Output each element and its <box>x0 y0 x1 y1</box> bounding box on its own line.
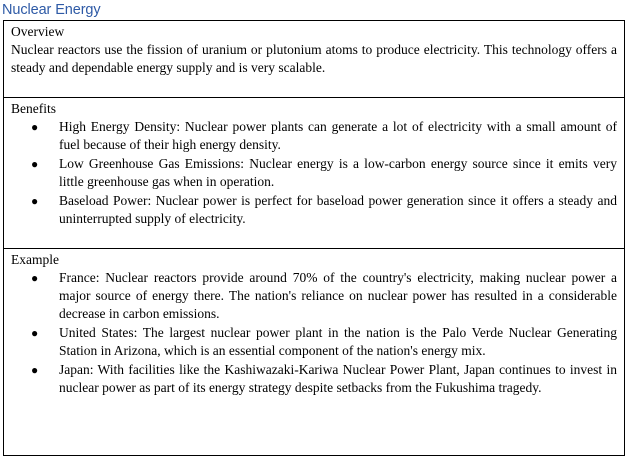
example-france: France: Nuclear reactors provide around 70% of the country's electricity, making nuclear power a major source of energy there. The nation's reliance on nuclear power has resulted in a considerable decrease in carbon emissions. <box>59 270 617 321</box>
bullet-icon: ● <box>31 120 39 134</box>
overview-heading: Overview <box>11 24 65 39</box>
document-title: Nuclear Energy <box>2 2 101 18</box>
content-table <box>3 20 625 456</box>
bullet-icon: ● <box>31 363 39 377</box>
list-item <box>11 324 617 360</box>
list-item <box>11 192 617 228</box>
benefit-high-energy-density: High Energy Density: Nuclear power plants can generate a lot of electricity with a small amount of fuel because of their high energy density. <box>59 119 617 152</box>
bullet-icon: ● <box>31 271 39 285</box>
list-item <box>11 361 617 397</box>
bullet-icon: ● <box>31 157 39 171</box>
benefits-heading: Benefits <box>11 101 56 116</box>
example-japan: Japan: With facilities like the Kashiwazaki-Kariwa Nuclear Power Plant, Japan continues to invest in nuclear power as part of its energy strategy despite setbacks from the Fukushima tragedy. <box>59 362 617 395</box>
example-heading: Example <box>11 252 59 267</box>
list-item <box>11 155 617 191</box>
list-item <box>11 118 617 154</box>
benefits-section <box>4 97 624 248</box>
example-list <box>11 269 617 397</box>
example-section <box>4 248 624 455</box>
benefit-low-emissions: Low Greenhouse Gas Emissions: Nuclear energy is a low-carbon energy source since it emits very little greenhouse gas when in operation. <box>59 156 617 189</box>
bullet-icon: ● <box>31 194 39 208</box>
benefit-baseload-power: Baseload Power: Nuclear power is perfect for baseload power generation since it offers a steady and uninterrupted supply of electricity. <box>59 193 617 226</box>
overview-section <box>4 21 624 97</box>
benefits-list <box>11 118 617 228</box>
bullet-icon: ● <box>31 326 39 340</box>
overview-text: Nuclear reactors use the fission of uranium or plutonium atoms to produce electricity. This technology offers a steady and dependable energy supply and is very scalable. <box>11 42 617 75</box>
list-item <box>11 269 617 323</box>
example-united-states: United States: The largest nuclear power plant in the nation is the Palo Verde Nuclear Generating Station in Arizona, which is an essential component of the nation's energy mix. <box>59 325 617 358</box>
